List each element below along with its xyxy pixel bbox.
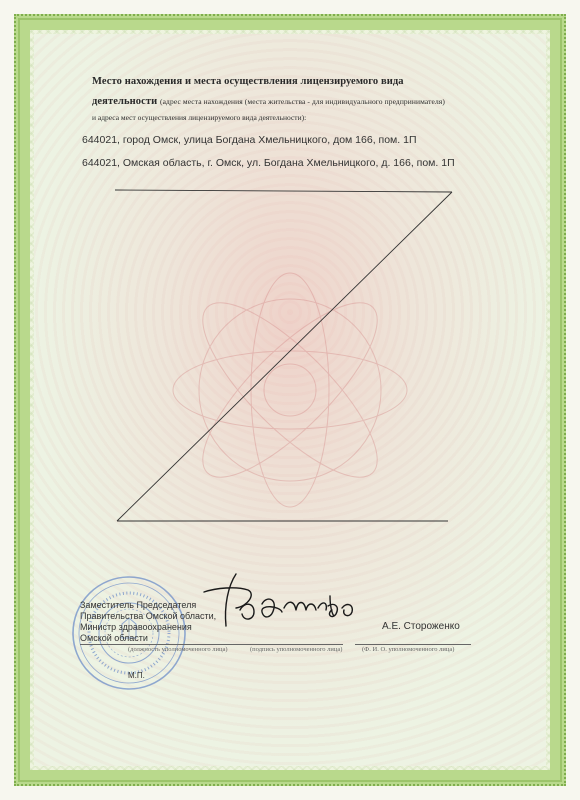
position-line-4: Омской области [80, 633, 148, 643]
heading-note-2: и адреса мест осуществления лицензируемого вида деятельности): [92, 113, 307, 122]
address-1: 644021, город Омск, улица Богдана Хмельницкого, дом 166, пом. 1П [82, 134, 417, 146]
handwritten-signature [196, 566, 366, 646]
name-caption: (Ф. И. О. уполномоченного лица) [362, 646, 455, 653]
address-2: 644021, Омская область, г. Омск, ул. Богдана Хмельницкого, д. 166, пом. 1П [82, 157, 455, 169]
heading-bold-word: деятельности [92, 96, 158, 107]
position-caption: (должность уполномоченного лица) [128, 646, 228, 653]
signatory-name: А.Е. Стороженко [382, 621, 460, 632]
signature-caption: (подпись уполномоченного лица) [250, 646, 343, 653]
position-line-1: Заместитель Председателя [80, 600, 197, 610]
position-line-3: Министр здравоохранения [80, 622, 192, 632]
name-underline [355, 644, 471, 645]
heading-note-1: (адрес места нахождения (места жительства - для индивидуального предпринимателя) [160, 97, 445, 106]
stamp-mark: М.П. [128, 671, 145, 680]
position-line-2: Правительства Омской области, [80, 611, 217, 621]
heading-line-1: Место нахождения и места осуществления лицензируемого вида [92, 76, 404, 87]
position-underline [80, 644, 215, 645]
